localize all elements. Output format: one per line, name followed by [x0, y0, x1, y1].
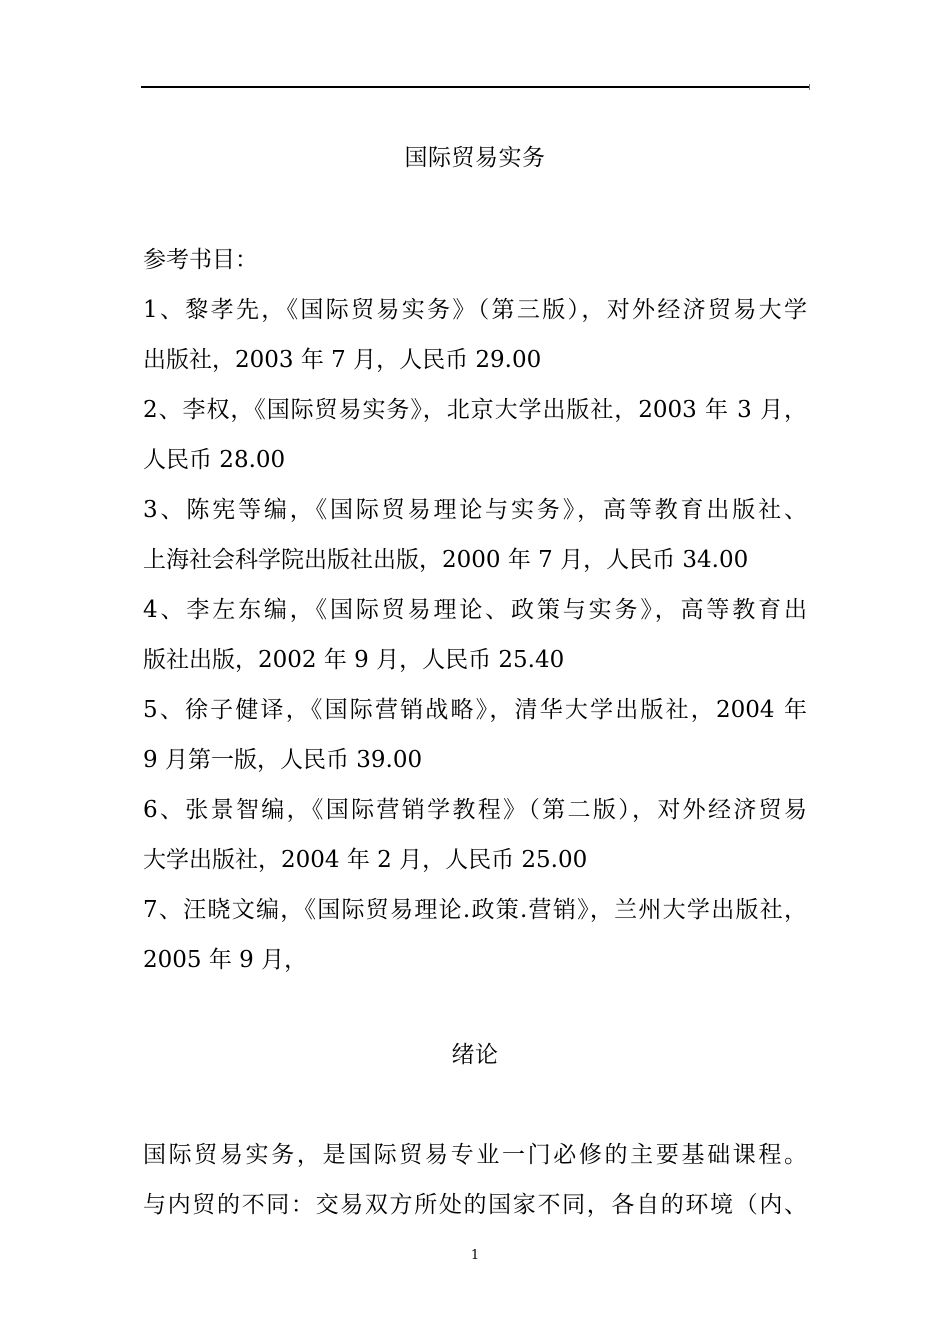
page-number: 1	[470, 1248, 480, 1263]
header-rule-tick	[809, 84, 810, 90]
references-section	[143, 235, 807, 985]
reference-line-9: 5、徐子健译，《国际营销战略》，清华大学出版社，2004 年	[143, 697, 807, 723]
references-heading: 参考书目：	[143, 247, 258, 273]
header-rule	[141, 86, 809, 88]
reference-line-14: 2005 年 9 月，	[143, 947, 308, 973]
reference-line-8: 版社出版，2002 年 9 月，人民币 25.40	[143, 647, 565, 673]
section-heading-intro: 绪论	[451, 1042, 499, 1068]
reference-line-6: 上海社会科学院出版社出版，2000 年 7 月，人民币 34.00	[143, 547, 749, 573]
reference-line-10: 9 月第一版，人民币 39.00	[143, 747, 423, 773]
reference-line-2: 出版社，2003 年 7 月，人民币 29.00	[143, 347, 542, 373]
intro-section	[143, 1130, 807, 1230]
intro-line-1: 国际贸易实务，是国际贸易专业一门必修的主要基础课程。	[143, 1142, 807, 1168]
intro-line-2: 与内贸的不同：交易双方所处的国家不同，各自的环境（内、	[143, 1192, 807, 1218]
reference-line-7: 4、李左东编，《国际贸易理论、政策与实务》，高等教育出	[143, 597, 807, 623]
reference-line-13: 7、汪晓文编，《国际贸易理论.政策.营销》，兰州大学出版社，	[143, 897, 807, 923]
reference-line-5: 3、陈宪等编，《国际贸易理论与实务》，高等教育出版社、	[143, 497, 807, 523]
reference-line-1: 1、黎孝先，《国际贸易实务》（第三版），对外经济贸易大学	[143, 297, 807, 323]
reference-line-4: 人民币 28.00	[143, 447, 286, 473]
reference-line-11: 6、张景智编，《国际营销学教程》（第二版），对外经济贸易	[143, 797, 807, 823]
reference-line-12: 大学出版社，2004 年 2 月，人民币 25.00	[143, 847, 588, 873]
page-title: 国际贸易实务	[404, 145, 546, 171]
reference-line-3: 2、李权，《国际贸易实务》，北京大学出版社，2003 年 3 月，	[143, 397, 807, 423]
